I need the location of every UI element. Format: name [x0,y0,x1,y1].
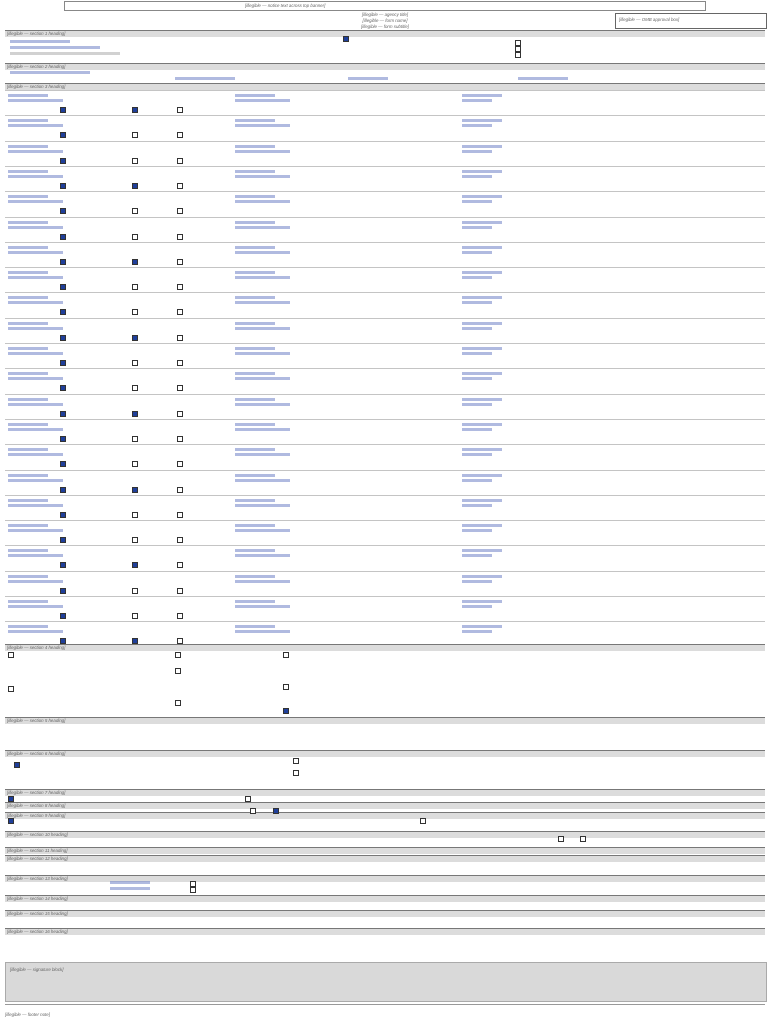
person-field-line [462,403,492,406]
relationship-checkbox[interactable] [132,335,138,341]
relationship-checkbox[interactable] [132,132,138,138]
section-heading-15: [illegible — section 15 heading] [5,910,765,917]
relationship-checkbox[interactable] [60,284,66,290]
checkbox[interactable] [175,700,181,706]
person-field-line [8,124,63,127]
form-name: [illegible — form name] [362,18,408,23]
relationship-checkbox[interactable] [177,309,183,315]
person-field-line [462,428,492,431]
relationship-checkbox[interactable] [60,461,66,467]
person-field-line [462,124,492,127]
person-divider [5,191,765,192]
top-banner [64,1,706,11]
relationship-checkbox[interactable] [132,208,138,214]
section-heading-5: [illegible — section 5 heading] [5,717,765,724]
relationship-checkbox[interactable] [177,461,183,467]
relationship-checkbox[interactable] [60,487,66,493]
person-field-line [8,195,48,198]
person-divider [5,596,765,597]
person-divider [5,115,765,116]
person-field-line [462,529,492,532]
person-field-line [462,398,502,401]
person-field-line [462,175,492,178]
person-field-line [235,170,275,173]
relationship-checkbox[interactable] [60,158,66,164]
person-field-line [235,276,290,279]
person-field-line [8,301,63,304]
relationship-checkbox[interactable] [177,436,183,442]
person-field-line [235,549,275,552]
person-field-line [462,226,492,229]
checkbox[interactable] [250,808,256,814]
person-field-line [8,453,63,456]
relationship-checkbox[interactable] [177,335,183,341]
person-field-line [8,145,48,148]
person-divider [5,621,765,622]
person-field-line [8,524,48,527]
person-field-line [235,94,275,97]
person-field-line [462,630,492,633]
person-field-line [8,605,63,608]
person-field-line [8,575,48,578]
section-heading-7: [illegible — section 7 heading] [5,789,765,796]
relationship-checkbox[interactable] [177,107,183,113]
relationship-checkbox[interactable] [177,537,183,543]
checkbox[interactable] [515,52,521,58]
person-divider [5,520,765,521]
person-field-line [462,423,502,426]
footer-note: [illegible — footer note] [5,1012,50,1017]
person-field-line [8,94,48,97]
checkbox[interactable] [580,836,586,842]
relationship-checkbox[interactable] [177,411,183,417]
relationship-checkbox[interactable] [60,259,66,265]
person-field-line [8,271,48,274]
checkbox[interactable] [293,758,299,764]
person-field-line [8,403,63,406]
person-field-line [235,524,275,527]
person-field-line [8,150,63,153]
person-field-line [462,322,502,325]
section-heading-16: [illegible — section 16 heading] [5,928,765,935]
person-field-line [235,625,275,628]
relationship-checkbox[interactable] [177,487,183,493]
person-field-line [462,453,492,456]
section-heading-11: [illegible — section 11 heading] [5,847,765,854]
section-heading-14: [illegible — section 14 heading] [5,895,765,902]
person-field-line [462,99,492,102]
person-field-line [462,580,492,583]
person-field-line [462,352,492,355]
address-line [10,71,90,74]
person-divider [5,141,765,142]
relationship-checkbox[interactable] [132,309,138,315]
section-heading-12: [illegible — section 12 heading] [5,855,765,862]
person-field-line [462,474,502,477]
section-heading-1: [illegible — section 1 heading] [5,30,765,37]
checkbox[interactable] [8,818,14,824]
relationship-checkbox[interactable] [132,234,138,240]
person-field-line [8,448,48,451]
person-field-line [8,226,63,229]
person-field-line [8,398,48,401]
person-field-line [462,301,492,304]
person-field-line [8,554,63,557]
amount-line [110,887,150,890]
amount-line [110,881,150,884]
person-divider [5,545,765,546]
omb-approval-box: [illegible — OMB approval box] [615,13,767,29]
checkbox[interactable] [8,686,14,692]
person-divider [5,292,765,293]
top-banner-text: [illegible — notice text across top banner] [245,3,326,8]
person-field-line [8,276,63,279]
section-heading-6: [illegible — section 6 heading] [5,750,765,757]
person-field-line [235,529,290,532]
person-field-line [235,124,290,127]
relationship-checkbox[interactable] [132,183,138,189]
checkbox[interactable] [14,762,20,768]
person-field-line [235,150,290,153]
person-field-line [8,296,48,299]
checkbox[interactable] [293,770,299,776]
relationship-checkbox[interactable] [132,613,138,619]
checkbox[interactable] [420,818,426,824]
relationship-checkbox[interactable] [132,562,138,568]
relationship-checkbox[interactable] [132,487,138,493]
relationship-checkbox[interactable] [177,234,183,240]
person-field-line [8,549,48,552]
checkbox[interactable] [8,652,14,658]
section-heading-2: [illegible — section 2 heading] [5,63,765,70]
person-field-line [8,119,48,122]
person-field-line [8,479,63,482]
person-field-line [235,398,275,401]
section-heading-9: [illegible — section 9 heading] [5,812,765,819]
person-field-line [235,352,290,355]
person-field-line [8,625,48,628]
relationship-checkbox[interactable] [60,132,66,138]
person-field-line [235,200,290,203]
relationship-checkbox[interactable] [60,512,66,518]
person-field-line [462,448,502,451]
relationship-checkbox[interactable] [60,183,66,189]
address-line [175,77,235,80]
person-field-line [8,322,48,325]
person-field-line [235,605,290,608]
relationship-checkbox[interactable] [177,588,183,594]
person-field-line [8,377,63,380]
person-field-line [8,600,48,603]
issuer-line [10,46,100,49]
person-field-line [235,575,275,578]
person-field-line [8,529,63,532]
checkbox[interactable] [245,796,251,802]
relationship-checkbox[interactable] [177,360,183,366]
person-field-line [462,221,502,224]
person-field-line [8,221,48,224]
person-field-line [235,99,290,102]
person-field-line [462,504,492,507]
person-field-line [235,301,290,304]
person-field-line [462,524,502,527]
divider [5,1004,765,1005]
relationship-checkbox[interactable] [60,309,66,315]
checkbox[interactable] [190,887,196,893]
person-field-line [235,423,275,426]
checkbox[interactable] [175,652,181,658]
person-field-line [462,605,492,608]
relationship-checkbox[interactable] [60,436,66,442]
person-field-line [8,327,63,330]
person-divider [5,318,765,319]
person-field-line [8,428,63,431]
person-field-line [462,600,502,603]
person-field-line [8,347,48,350]
person-divider [5,470,765,471]
person-field-line [462,94,502,97]
relationship-checkbox[interactable] [132,107,138,113]
address-line [348,77,388,80]
relationship-checkbox[interactable] [132,461,138,467]
relationship-checkbox[interactable] [177,385,183,391]
person-field-line [8,175,63,178]
person-field-line [8,499,48,502]
form-subtitle: [illegible — form subtitle] [361,24,409,29]
person-divider [5,217,765,218]
person-field-line [462,575,502,578]
person-field-line [8,352,63,355]
person-field-line [235,453,290,456]
person-field-line [462,296,502,299]
person-field-line [8,630,63,633]
person-field-line [235,119,275,122]
checkbox[interactable] [8,796,14,802]
checkbox[interactable] [558,836,564,842]
person-field-line [235,479,290,482]
person-field-line [235,580,290,583]
relationship-checkbox[interactable] [132,259,138,265]
relationship-checkbox[interactable] [132,436,138,442]
person-field-line [8,580,63,583]
person-field-line [235,221,275,224]
relationship-checkbox[interactable] [132,385,138,391]
person-field-line [235,372,275,375]
relationship-checkbox[interactable] [60,411,66,417]
person-field-line [462,377,492,380]
person-field-line [235,448,275,451]
person-field-line [462,625,502,628]
relationship-checkbox[interactable] [60,638,66,644]
person-field-line [235,403,290,406]
person-field-line [235,246,275,249]
person-field-line [8,200,63,203]
person-field-line [235,428,290,431]
relationship-checkbox[interactable] [60,360,66,366]
checkbox[interactable] [283,652,289,658]
person-field-line [235,175,290,178]
person-field-line [235,600,275,603]
relationship-checkbox[interactable] [132,537,138,543]
relationship-checkbox[interactable] [177,284,183,290]
person-field-line [235,347,275,350]
person-field-line [235,251,290,254]
person-divider [5,419,765,420]
relationship-checkbox[interactable] [60,107,66,113]
person-field-line [462,549,502,552]
person-field-line [235,226,290,229]
relationship-checkbox[interactable] [177,613,183,619]
person-field-line [462,150,492,153]
person-divider [5,343,765,344]
person-field-line [8,474,48,477]
person-field-line [8,504,63,507]
checkbox[interactable] [283,708,289,714]
person-field-line [235,474,275,477]
relationship-checkbox[interactable] [177,132,183,138]
person-field-line [8,423,48,426]
checkbox[interactable] [283,684,289,690]
person-field-line [235,499,275,502]
person-field-line [462,119,502,122]
person-field-line [462,372,502,375]
person-divider [5,571,765,572]
address-line [518,77,568,80]
person-field-line [235,327,290,330]
relationship-checkbox[interactable] [132,411,138,417]
relationship-checkbox[interactable] [60,562,66,568]
person-field-line [235,504,290,507]
person-field-line [8,246,48,249]
person-divider [5,166,765,167]
person-field-line [235,322,275,325]
person-field-line [462,195,502,198]
section-heading-3: [illegible — section 3 heading] [5,83,765,90]
person-field-line [462,145,502,148]
person-field-line [462,200,492,203]
checkbox[interactable] [273,808,279,814]
person-field-line [462,327,492,330]
person-field-line [462,170,502,173]
person-field-line [462,246,502,249]
relationship-checkbox[interactable] [177,562,183,568]
relationship-checkbox[interactable] [60,588,66,594]
relationship-checkbox[interactable] [177,259,183,265]
person-divider [5,495,765,496]
person-divider [5,242,765,243]
section-heading-8: [illegible — section 8 heading] [5,802,765,809]
relationship-checkbox[interactable] [60,234,66,240]
checkbox[interactable] [343,36,349,42]
relationship-checkbox[interactable] [132,158,138,164]
relationship-checkbox[interactable] [132,512,138,518]
person-divider [5,267,765,268]
person-divider [5,444,765,445]
relationship-checkbox[interactable] [177,208,183,214]
relationship-checkbox[interactable] [60,385,66,391]
section-heading-13: [illegible — section 13 heading] [5,875,765,882]
person-field-line [8,170,48,173]
checkbox[interactable] [175,668,181,674]
person-field-line [462,276,492,279]
section-heading-10: [illegible — section 10 heading] [5,831,765,838]
person-field-line [462,499,502,502]
person-divider [5,90,765,91]
person-field-line [462,479,492,482]
person-field-line [462,251,492,254]
person-field-line [235,377,290,380]
relationship-checkbox[interactable] [177,512,183,518]
relationship-checkbox[interactable] [132,588,138,594]
relationship-checkbox[interactable] [132,360,138,366]
person-field-line [8,99,63,102]
section-heading-4: [illegible — section 4 heading] [5,644,765,651]
agency-title: [illegible — agency title] [361,12,409,17]
person-field-line [235,145,275,148]
issuer-line [10,40,70,43]
relationship-checkbox[interactable] [177,158,183,164]
relationship-checkbox[interactable] [60,335,66,341]
signature-notice-block: [illegible — signature block] [5,962,767,1002]
person-field-line [235,271,275,274]
person-field-line [8,372,48,375]
person-field-line [235,554,290,557]
person-field-line [462,347,502,350]
person-divider [5,368,765,369]
relationship-checkbox[interactable] [177,183,183,189]
person-field-line [235,296,275,299]
relationship-checkbox[interactable] [132,284,138,290]
person-divider [5,394,765,395]
relationship-checkbox[interactable] [60,208,66,214]
person-field-line [235,195,275,198]
person-field-line [8,251,63,254]
relationship-checkbox[interactable] [60,537,66,543]
person-field-line [462,554,492,557]
issuer-line [10,52,120,55]
person-field-line [462,271,502,274]
relationship-checkbox[interactable] [60,613,66,619]
person-field-line [235,630,290,633]
relationship-checkbox[interactable] [132,638,138,644]
relationship-checkbox[interactable] [177,638,183,644]
